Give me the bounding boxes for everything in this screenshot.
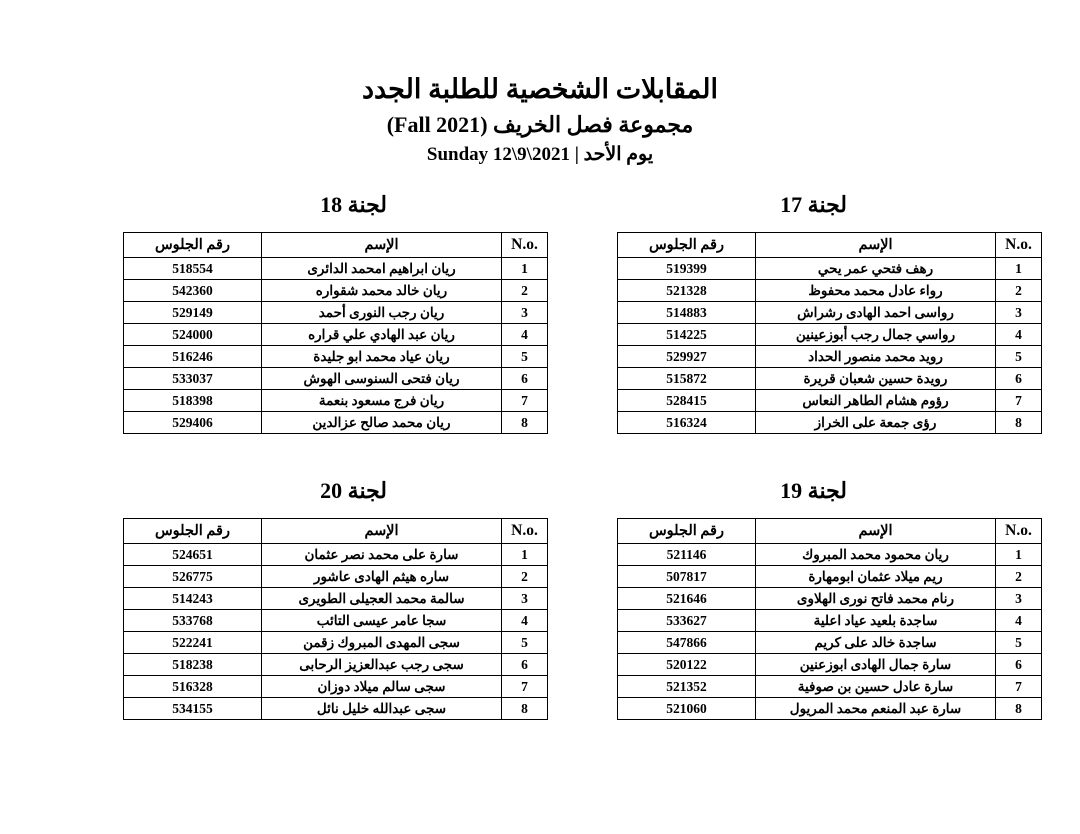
cell-name: ريان فرج مسعود بنعمة bbox=[262, 390, 502, 412]
cell-no: 4 bbox=[502, 610, 548, 632]
cell-name: سجا عامر عيسى التائب bbox=[262, 610, 502, 632]
table-row bbox=[124, 676, 548, 698]
cell-seat: 529149 bbox=[124, 302, 262, 324]
cell-seat: 516328 bbox=[124, 676, 262, 698]
cell-name: رواسي جمال رجب أبوزعينين bbox=[756, 324, 996, 346]
cell-no: 3 bbox=[502, 588, 548, 610]
column-header-no: N.o. bbox=[996, 233, 1042, 258]
cell-seat: 516246 bbox=[124, 346, 262, 368]
table-row bbox=[124, 258, 548, 280]
cell-no: 5 bbox=[502, 346, 548, 368]
column-header-no: N.o. bbox=[502, 233, 548, 258]
cell-name: سجى سالم ميلاد دوزان bbox=[262, 676, 502, 698]
cell-no: 6 bbox=[502, 368, 548, 390]
cell-name: ريان رجب النورى أحمد bbox=[262, 302, 502, 324]
cell-no: 2 bbox=[502, 280, 548, 302]
cell-name: ريان محمود محمد المبروك bbox=[756, 544, 996, 566]
cell-seat: 521328 bbox=[618, 280, 756, 302]
cell-seat: 518398 bbox=[124, 390, 262, 412]
cell-name: رويد محمد منصور الحداد bbox=[756, 346, 996, 368]
cell-name: رواء عادل محمد محفوظ bbox=[756, 280, 996, 302]
table-row bbox=[618, 412, 1042, 434]
date-line: يوم الأحد | Sunday 12\9\2021 bbox=[426, 144, 654, 165]
table-row bbox=[124, 654, 548, 676]
table-row bbox=[618, 258, 1042, 280]
cell-no: 1 bbox=[996, 544, 1042, 566]
cell-seat: 533627 bbox=[618, 610, 756, 632]
cell-name: ساره هيثم الهادى عاشور bbox=[262, 566, 502, 588]
table-row bbox=[124, 302, 548, 324]
cell-seat: 514225 bbox=[618, 324, 756, 346]
cell-no: 1 bbox=[502, 544, 548, 566]
cell-name: ساجدة خالد على كريم bbox=[756, 632, 996, 654]
cell-seat: 521646 bbox=[618, 588, 756, 610]
cell-no: 8 bbox=[996, 412, 1042, 434]
cell-no: 7 bbox=[502, 676, 548, 698]
cell-name: ساجدة بلعيد عياد اعلية bbox=[756, 610, 996, 632]
table-row bbox=[124, 324, 548, 346]
table-row bbox=[124, 346, 548, 368]
table-row bbox=[618, 610, 1042, 632]
cell-no: 7 bbox=[996, 676, 1042, 698]
cell-name: ريان ابراهيم امحمد الدائرى bbox=[262, 258, 502, 280]
cell-no: 8 bbox=[502, 698, 548, 720]
table-row bbox=[124, 390, 548, 412]
cell-seat: 515872 bbox=[618, 368, 756, 390]
cell-seat: 533037 bbox=[124, 368, 262, 390]
column-header-seat: رقم الجلوس bbox=[618, 519, 756, 544]
table-row bbox=[618, 676, 1042, 698]
cell-name: رويدة حسين شعبان قريرة bbox=[756, 368, 996, 390]
column-header-name: الإسم bbox=[262, 519, 502, 544]
cell-no: 3 bbox=[502, 302, 548, 324]
cell-name: ريان عياد محمد ابو جليدة bbox=[262, 346, 502, 368]
table-row bbox=[618, 654, 1042, 676]
table-header-row bbox=[124, 519, 548, 544]
table-row bbox=[618, 346, 1042, 368]
committee-title: لجنة 17 bbox=[780, 192, 847, 217]
table-row bbox=[124, 412, 548, 434]
committee-table bbox=[617, 518, 1042, 720]
page-title: المقابلات الشخصية للطلبة الجدد bbox=[361, 74, 719, 104]
cell-name: ريم ميلاد عثمان ابومهارة bbox=[756, 566, 996, 588]
cell-seat: 529927 bbox=[618, 346, 756, 368]
table-header-row bbox=[618, 233, 1042, 258]
cell-seat: 521146 bbox=[618, 544, 756, 566]
table-header-row bbox=[618, 519, 1042, 544]
cell-no: 2 bbox=[996, 280, 1042, 302]
cell-name: رؤى جمعة على الخراز bbox=[756, 412, 996, 434]
column-header-seat: رقم الجلوس bbox=[124, 233, 262, 258]
cell-name: سارة جمال الهادى ابوزعنين bbox=[756, 654, 996, 676]
table-row bbox=[124, 368, 548, 390]
cell-name: سارة عبد المنعم محمد المريول bbox=[756, 698, 996, 720]
committee-table bbox=[123, 518, 548, 720]
cell-name: ريان فتحى السنوسى الهوش bbox=[262, 368, 502, 390]
cell-name: رهف فتحي عمر يحي bbox=[756, 258, 996, 280]
cell-name: سارة على محمد نصر عثمان bbox=[262, 544, 502, 566]
committee-table bbox=[123, 232, 548, 434]
cell-no: 3 bbox=[996, 588, 1042, 610]
cell-seat: 542360 bbox=[124, 280, 262, 302]
table-header-row bbox=[124, 233, 548, 258]
table-row bbox=[618, 302, 1042, 324]
cell-no: 2 bbox=[996, 566, 1042, 588]
table-row bbox=[124, 698, 548, 720]
column-header-seat: رقم الجلوس bbox=[618, 233, 756, 258]
committee-title: لجنة 18 bbox=[320, 192, 387, 217]
cell-seat: 521352 bbox=[618, 676, 756, 698]
cell-no: 1 bbox=[502, 258, 548, 280]
cell-seat: 524651 bbox=[124, 544, 262, 566]
cell-seat: 518238 bbox=[124, 654, 262, 676]
column-header-no: N.o. bbox=[996, 519, 1042, 544]
table-row bbox=[124, 632, 548, 654]
table-row bbox=[618, 588, 1042, 610]
cell-name: سجى عبدالله خليل نائل bbox=[262, 698, 502, 720]
column-header-no: N.o. bbox=[502, 519, 548, 544]
table-row bbox=[618, 698, 1042, 720]
cell-no: 6 bbox=[996, 368, 1042, 390]
cell-name: سجى رجب عبدالعزيز الرحابى bbox=[262, 654, 502, 676]
table-row bbox=[124, 588, 548, 610]
cell-seat: 522241 bbox=[124, 632, 262, 654]
column-header-seat: رقم الجلوس bbox=[124, 519, 262, 544]
cell-name: رواسى احمد الهادى رشراش bbox=[756, 302, 996, 324]
cell-name: رؤوم هشام الطاهر النعاس bbox=[756, 390, 996, 412]
committee-title: لجنة 20 bbox=[320, 478, 387, 503]
cell-seat: 514883 bbox=[618, 302, 756, 324]
page-subtitle: مجموعة فصل الخريف (Fall 2021) bbox=[386, 112, 694, 137]
table-row bbox=[618, 390, 1042, 412]
cell-seat: 519399 bbox=[618, 258, 756, 280]
cell-no: 4 bbox=[996, 610, 1042, 632]
cell-seat: 534155 bbox=[124, 698, 262, 720]
cell-no: 7 bbox=[502, 390, 548, 412]
cell-name: ريان محمد صالح عزالدين bbox=[262, 412, 502, 434]
column-header-name: الإسم bbox=[262, 233, 502, 258]
cell-no: 2 bbox=[502, 566, 548, 588]
cell-no: 8 bbox=[502, 412, 548, 434]
cell-no: 6 bbox=[502, 654, 548, 676]
cell-seat: 514243 bbox=[124, 588, 262, 610]
table-row bbox=[124, 610, 548, 632]
cell-seat: 520122 bbox=[618, 654, 756, 676]
cell-seat: 524000 bbox=[124, 324, 262, 346]
cell-no: 6 bbox=[996, 654, 1042, 676]
cell-no: 4 bbox=[502, 324, 548, 346]
cell-name: سارة عادل حسين بن صوفية bbox=[756, 676, 996, 698]
cell-no: 5 bbox=[996, 632, 1042, 654]
cell-seat: 526775 bbox=[124, 566, 262, 588]
cell-seat: 529406 bbox=[124, 412, 262, 434]
column-header-name: الإسم bbox=[756, 233, 996, 258]
cell-seat: 507817 bbox=[618, 566, 756, 588]
table-row bbox=[618, 544, 1042, 566]
table-row bbox=[618, 632, 1042, 654]
cell-seat: 516324 bbox=[618, 412, 756, 434]
cell-no: 4 bbox=[996, 324, 1042, 346]
table-row bbox=[124, 544, 548, 566]
cell-name: ريان خالد محمد شقواره bbox=[262, 280, 502, 302]
cell-seat: 518554 bbox=[124, 258, 262, 280]
table-row bbox=[124, 280, 548, 302]
table-row bbox=[618, 566, 1042, 588]
cell-name: سالمة محمد العجيلى الطويرى bbox=[262, 588, 502, 610]
cell-seat: 521060 bbox=[618, 698, 756, 720]
table-row bbox=[618, 368, 1042, 390]
table-row bbox=[618, 280, 1042, 302]
committee-table bbox=[617, 232, 1042, 434]
cell-no: 5 bbox=[996, 346, 1042, 368]
cell-no: 5 bbox=[502, 632, 548, 654]
cell-no: 3 bbox=[996, 302, 1042, 324]
table-row bbox=[124, 566, 548, 588]
cell-name: ريان عبد الهادي علي قراره bbox=[262, 324, 502, 346]
cell-name: رنام محمد فاتح نورى الهلاوى bbox=[756, 588, 996, 610]
column-header-name: الإسم bbox=[756, 519, 996, 544]
table-row bbox=[618, 324, 1042, 346]
cell-seat: 533768 bbox=[124, 610, 262, 632]
committee-title: لجنة 19 bbox=[780, 478, 847, 503]
cell-name: سجى المهدى المبروك زقمن bbox=[262, 632, 502, 654]
cell-seat: 547866 bbox=[618, 632, 756, 654]
cell-seat: 528415 bbox=[618, 390, 756, 412]
cell-no: 7 bbox=[996, 390, 1042, 412]
cell-no: 1 bbox=[996, 258, 1042, 280]
cell-no: 8 bbox=[996, 698, 1042, 720]
